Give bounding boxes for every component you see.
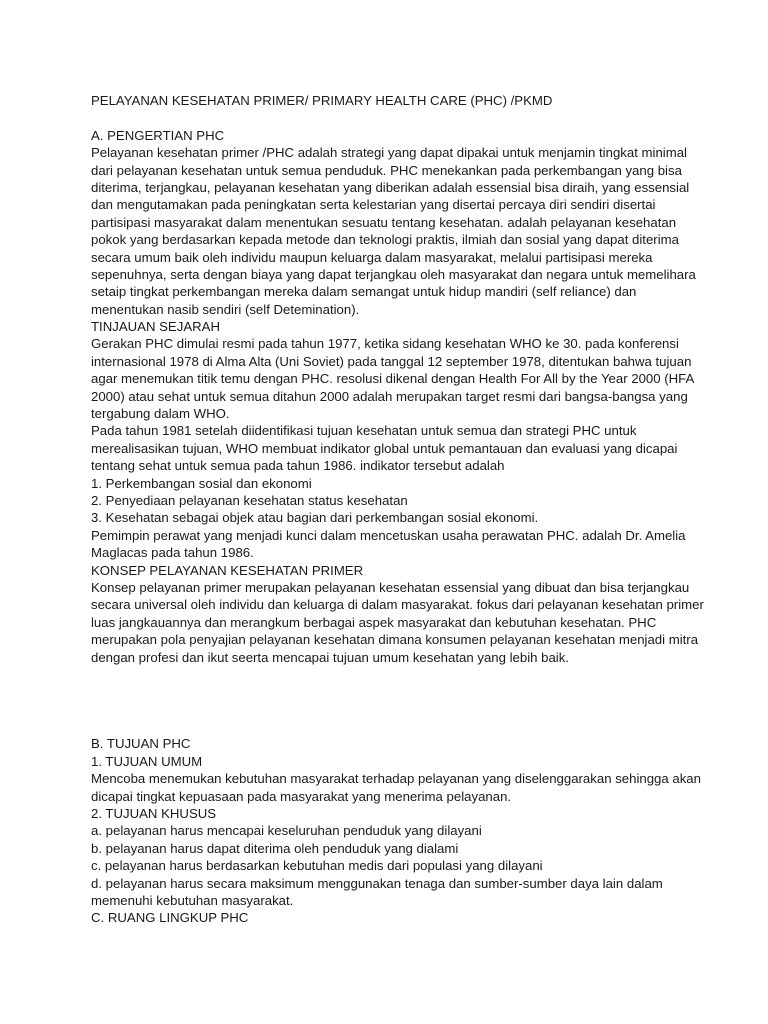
- paragraph-line: partisipasi masyarakat dalam menentukan sesuatu tentang kesehatan. adalah pelayanan kesehatan: [91, 214, 677, 230]
- paragraph-line: dan mengutamakan pada peningkatan serta kelestarian yang disertai percaya diri sendiri disertai: [91, 197, 656, 213]
- section-a-heading: A. PENGERTIAN PHC: [91, 127, 225, 143]
- list-item: 3. Kesehatan sebagai objek atau bagian dari perkembangan sosial ekonomi.: [91, 510, 539, 526]
- paragraph-line: luas jangkauannya dan merangkum berbagai aspek masyarakat dan kebutuhan kesehatan. PHC: [91, 614, 657, 630]
- paragraph-line: agar menemukan titik temu dengan PHC. resolusi dikenal dengan Health For All by the Year 2000 (HFA: [91, 371, 695, 387]
- paragraph-line: secara universal oleh individu dan keluarga di dalam masyarakat. fokus dari pelayanan kesehatan primer: [91, 597, 704, 613]
- tujuan-umum-body: [91, 770, 701, 805]
- list-item: 2. Penyediaan pelayanan kesehatan status kesehatan: [91, 492, 408, 508]
- spacer: [91, 666, 691, 736]
- paragraph-line: pokok yang berdasarkan kepada metode dan teknologi praktis, ilmiah dan sosial yang dapat diterima: [91, 232, 679, 248]
- section-c-heading: C. RUANG LINGKUP PHC: [91, 910, 249, 926]
- tujuan-khusus-heading: 2. TUJUAN KHUSUS: [91, 806, 217, 822]
- paragraph-line: internasional 1978 di Alma Alta (Uni Soviet) pada tanggal 12 september 1978, ditentukan bahwa tujuan: [91, 353, 692, 369]
- section-a-body: [91, 144, 696, 318]
- tujuan-khusus-list: [91, 822, 691, 909]
- paragraph-line: Pelayanan kesehatan primer /PHC adalah strategi yang dapat dipakai untuk menjamin tingkat minimal: [91, 145, 687, 161]
- paragraph-line: Gerakan PHC dimulai resmi pada tahun 1977, ketika sidang kesehatan WHO ke 30. pada konferensi: [91, 336, 679, 352]
- paragraph-line: setaip tingkat perkembangan mereka dalam semangat untuk hidup mandiri (self reliance) dan: [91, 284, 637, 300]
- paragraph-line: tentang sehat untuk semua pada tahun 1986. indikator tersebut adalah: [91, 458, 505, 474]
- paragraph-line: Pemimpin perawat yang menjadi kunci dalam mencetuskan usaha perawatan PHC. adalah Dr. Amelia: [91, 527, 686, 543]
- list-item: 1. Perkembangan sosial dan ekonomi: [91, 475, 312, 491]
- paragraph-line: 2000) atau sehat untuk semua ditahun 2000 adalah merupakan target resmi dari bangsa-bangsa yang: [91, 388, 688, 404]
- paragraph-line: dicapai tingkat kepuasaan pada masyarakat yang menerima pelayanan.: [91, 788, 512, 804]
- paragraph-line: dari pelayanan kesehatan untuk semua penduduk. PHC menekankan pada perkembangan yang bisa: [91, 162, 682, 178]
- list-item: memenuhi kebutuhan masyarakat.: [91, 893, 294, 908]
- paragraph-line: dengan profesi dan ikut seerta mencapai tujuan umum kesehatan yang lebih baik.: [91, 649, 569, 665]
- tinjauan-body: [91, 335, 695, 561]
- paragraph-line: merealisasikan tujuan, WHO membuat indikator global untuk pemantauan dan evaluasi yang dicapai: [91, 440, 678, 456]
- list-item: c. pelayanan harus berdasarkan kebutuhan medis dari populasi yang dilayani: [91, 858, 543, 874]
- list-item: b. pelayanan harus dapat diterima oleh penduduk yang dialami: [91, 840, 459, 856]
- paragraph-line: Mencoba menemukan kebutuhan masyarakat terhadap pelayanan yang diselenggarakan sehingga akan: [91, 771, 701, 787]
- section-b-heading: B. TUJUAN PHC: [91, 736, 191, 752]
- paragraph-line: tergabung dalam WHO.: [91, 406, 230, 422]
- tujuan-umum-heading: 1. TUJUAN UMUM: [91, 753, 203, 769]
- paragraph-line: Maglacas pada tahun 1986.: [91, 545, 254, 561]
- document-title: PELAYANAN KESEHATAN PRIMER/ PRIMARY HEALTH CARE (PHC) /PKMD: [91, 93, 553, 108]
- tinjauan-heading: TINJAUAN SEJARAH: [91, 319, 220, 335]
- list-item: d. pelayanan harus secara maksimum menggunakan tenaga dan sumber-sumber daya lain dalam: [91, 875, 663, 891]
- document-page: [91, 92, 704, 927]
- paragraph-line: Konsep pelayanan primer merupakan pelayanan kesehatan essensial yang dibuat dan bisa terjangkau: [91, 579, 690, 595]
- paragraph-line: sepenuhnya, serta dengan biaya yang dapat terjangkau oleh masyarakat dan negara untuk memelihara: [91, 266, 696, 282]
- konsep-body: [91, 579, 704, 666]
- list-item: a. pelayanan harus mencapai keseluruhan penduduk yang dilayani: [91, 823, 482, 839]
- konsep-heading: KONSEP PELAYANAN KESEHATAN PRIMER: [91, 562, 364, 578]
- paragraph-line: merupakan pola penyajian pelayanan kesehatan dimana konsumen pelayanan kesehatan menjadi mitra: [91, 632, 699, 648]
- paragraph-line: secara umum baik oleh individu maupun keluarga dalam masyarakat, melalui partisipasi mereka: [91, 249, 653, 265]
- spacer: [91, 109, 691, 126]
- paragraph-line: menentukan nasib sendiri (self Detemination).: [91, 301, 360, 317]
- paragraph-line: Pada tahun 1981 setelah diidentifikasi tujuan kesehatan untuk semua dan strategi PHC untuk: [91, 423, 637, 439]
- paragraph-line: diterima, terjangkau, pelayanan kesehatan yang diberikan adalah essensial bisa diraih, yang essensial: [91, 179, 690, 195]
